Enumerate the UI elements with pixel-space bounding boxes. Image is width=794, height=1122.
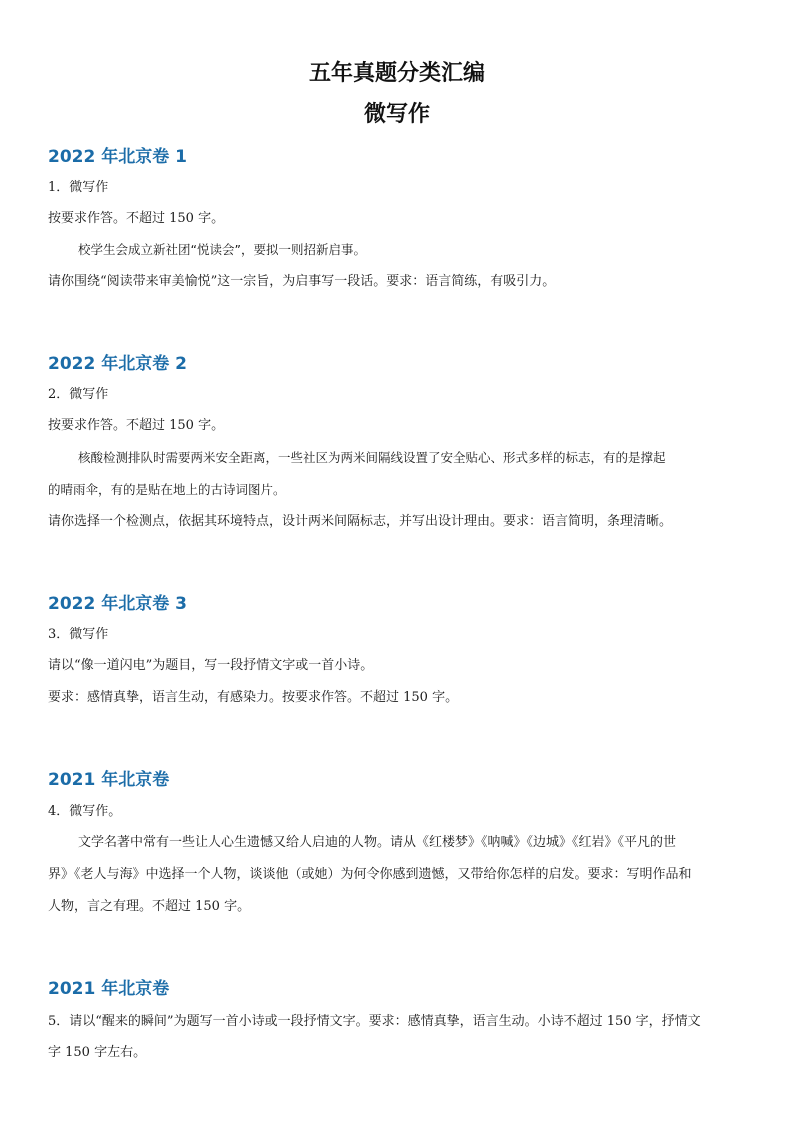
section-heading: 2021 年北京卷 — [48, 770, 170, 790]
question-requirement: 请你选择一个检测点，依据其环境特点，设计两米间隔标志，并写出设计理由。要求：语言简明，条理清晰。 — [48, 514, 673, 529]
question-prompt-continued: 字 150 字左右。 — [48, 1045, 147, 1060]
question-prompt: 请以“像一道闪电”为题目，写一段抒情文字或一首小诗。 — [48, 658, 374, 673]
question-instruction: 按要求作答。不超过 150 字。 — [48, 418, 225, 433]
question-number: 1．微写作 — [48, 180, 109, 195]
question-prompt-continued: 界》《老人与海》中选择一个人物，谈谈他（或她）为何令你感到遗憾，又带给你怎样的启发。要求：写明作品和 — [48, 867, 692, 882]
question-requirement: 请你围绕“阅读带来审美愉悦”这一宗旨，为启事写一段话。要求：语言简练，有吸引力。 — [48, 274, 556, 289]
section-heading: 2022 年北京卷 2 — [48, 354, 187, 374]
question-number: 2．微写作 — [48, 387, 109, 402]
section-heading: 2022 年北京卷 3 — [48, 594, 187, 614]
section-heading: 2022 年北京卷 1 — [48, 147, 187, 167]
question-prompt: 文学名著中常有一些让人心生遗憾又给人启迪的人物。请从《红楼梦》《呐喊》《边城》《红岩》《平凡的世 — [78, 835, 677, 850]
question-material: 核酸检测排队时需要两米安全距离，一些社区为两米间隔线设置了安全贴心、形式多样的标志，有的是撑起 — [78, 450, 666, 465]
page-subtitle: 微写作 — [363, 102, 430, 127]
section-heading: 2021 年北京卷 — [48, 979, 170, 999]
question-prompt: 5．请以“醒来的瞬间”为题写一首小诗或一段抒情文字。要求：感情真挚，语言生动。小诗不超过 150 字，抒情文 — [48, 1014, 701, 1029]
question-number: 4．微写作。 — [48, 804, 122, 819]
question-material: 校学生会成立新社团“悦读会”，要拟一则招新启事。 — [78, 242, 366, 257]
question-material-continued: 的晴雨伞，有的是贴在地上的古诗词图片。 — [48, 482, 286, 497]
question-prompt-end: 人物，言之有理。不超过 150 字。 — [48, 899, 251, 914]
question-instruction: 按要求作答。不超过 150 字。 — [48, 211, 225, 226]
page-title: 五年真题分类汇编 — [308, 61, 485, 86]
question-number: 3．微写作 — [48, 627, 109, 642]
question-requirement: 要求：感情真挚，语言生动，有感染力。按要求作答。不超过 150 字。 — [48, 690, 459, 705]
